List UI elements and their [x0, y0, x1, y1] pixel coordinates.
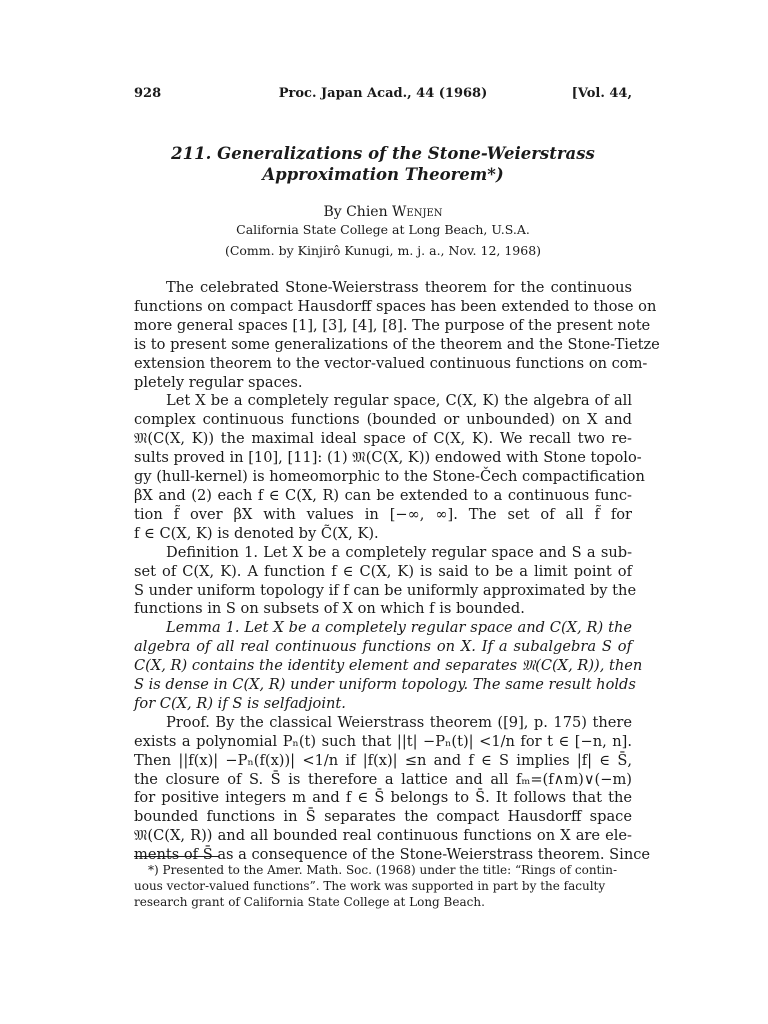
author-byline — [134, 203, 632, 221]
body-line: The celebrated Stone-Weierstrass theorem for the continuous — [166, 279, 632, 296]
body-line: 𝔐(C(X, K)) the maximal ideal space of C(X, K). We recall two re- — [134, 430, 632, 448]
footnote — [134, 862, 632, 910]
body-line: the closure of S. S̄ is therefore a lattice and all fₘ=(f∧m)∨(−m) — [134, 770, 632, 788]
lemma-line: algebra of all real continuous functions on X. If a subalgebra S of — [134, 638, 632, 656]
body-line: functions in S on subsets of X on which f is bounded. — [134, 600, 525, 618]
body-line: Let X be a completely regular space, C(X, K) the algebra of all — [166, 392, 632, 410]
body-line: S under uniform topology if f can be uniformly approximated by the — [134, 581, 637, 599]
footnote-line: *) Presented to the Amer. Math. Soc. (1968) under the title: “Rings of contin- — [148, 863, 617, 877]
lemma-line: for C(X, R) if S is selfadjoint. — [134, 694, 346, 712]
body-line: f ∈ C(X, K) is denoted by C̃(X, K). — [134, 524, 379, 542]
body-line: pletely regular spaces. — [134, 373, 303, 391]
body-line: exists a polynomial Pₙ(t) such that ||t| −Pₙ(t)| <1/n for t ∈ [−n, n]. — [134, 732, 632, 750]
author-surname: Wenjen — [392, 204, 443, 220]
communication-note: (Comm. by Kinjirô Kunugi, m. j. a., Nov. 12, 1968) — [224, 243, 542, 258]
body-line: set of C(X, K). A function f ∈ C(X, K) is said to be a limit point of — [134, 562, 632, 580]
body-line: complex continuous functions (bounded or unbounded) on X and — [134, 411, 632, 429]
footnote-line: uous vector-valued functions”. The work was supported in part by the faculty — [134, 879, 606, 893]
body-line: extension theorem to the vector-valued continuous functions on com- — [134, 354, 648, 372]
author-affiliation: California State College at Long Beach, U.S.A. — [236, 222, 530, 237]
definition-line: Definition 1. Let X be a completely regular space and S a sub- — [166, 543, 632, 561]
body-line: gy (hull-kernel) is homeomorphic to the Stone-Čech compactification — [134, 468, 645, 486]
page-number: 928 — [134, 86, 162, 101]
volume-label: [Vol. 44, — [571, 86, 632, 101]
body-line: is to present some generalizations of the theorem and the Stone-Tietze — [134, 335, 660, 353]
article-title — [134, 143, 632, 185]
article-body — [134, 279, 660, 865]
proof-line: Proof. By the classical Weierstrass theorem ([9], p. 175) there — [166, 713, 632, 731]
body-line: βX and (2) each f ∈ C(X, R) can be extended to a continuous func- — [134, 486, 632, 504]
body-line: functions on compact Hausdorff spaces has been extended to those on — [134, 297, 657, 315]
author-prefix: By Chien — [323, 204, 393, 220]
footnote-rule — [134, 856, 219, 857]
title-line-1: 211. Generalizations of the Stone-Weierstrass — [171, 144, 595, 163]
lemma-line: S is dense in C(X, R) under uniform topology. The same result holds — [134, 676, 636, 694]
body-line: ments of S̄ as a consequence of the Stone-Weierstrass theorem. Since — [134, 846, 651, 864]
body-line: Then ||f(x)| −Pₙ(f(x))| <1/n if |f(x)| ≤n and f ∈ S implies |f| ∈ S̄, — [134, 751, 632, 769]
journal-citation: Proc. Japan Acad., 44 (1968) — [278, 86, 488, 101]
body-line: 𝔐(C(X, R)) and all bounded real continuous functions on X are ele- — [134, 827, 632, 845]
body-line: more general spaces [1], [3], [4], [8]. The purpose of the present note — [134, 316, 651, 334]
lemma-line: C(X, R) contains the identity element and separates 𝔐(C(X, R)), then — [134, 657, 643, 675]
footnote-line: research grant of California State College at Long Beach. — [134, 895, 485, 909]
body-line: bounded functions in S̄ separates the compact Hausdorff space — [134, 808, 632, 826]
body-line: sults proved in [10], [11]: (1) 𝔐(C(X, K)) endowed with Stone topolo- — [134, 449, 642, 467]
body-line: for positive integers m and f ∈ S̄ belongs to S̄. It follows that the — [134, 789, 632, 807]
title-line-2: Approximation Theorem*) — [262, 165, 504, 184]
body-line: tion f̃ over βX with values in [−∞, ∞]. The set of all f̃ for — [134, 505, 632, 523]
lemma-line: Lemma 1. Let X be a completely regular space and C(X, R) the — [166, 619, 632, 637]
